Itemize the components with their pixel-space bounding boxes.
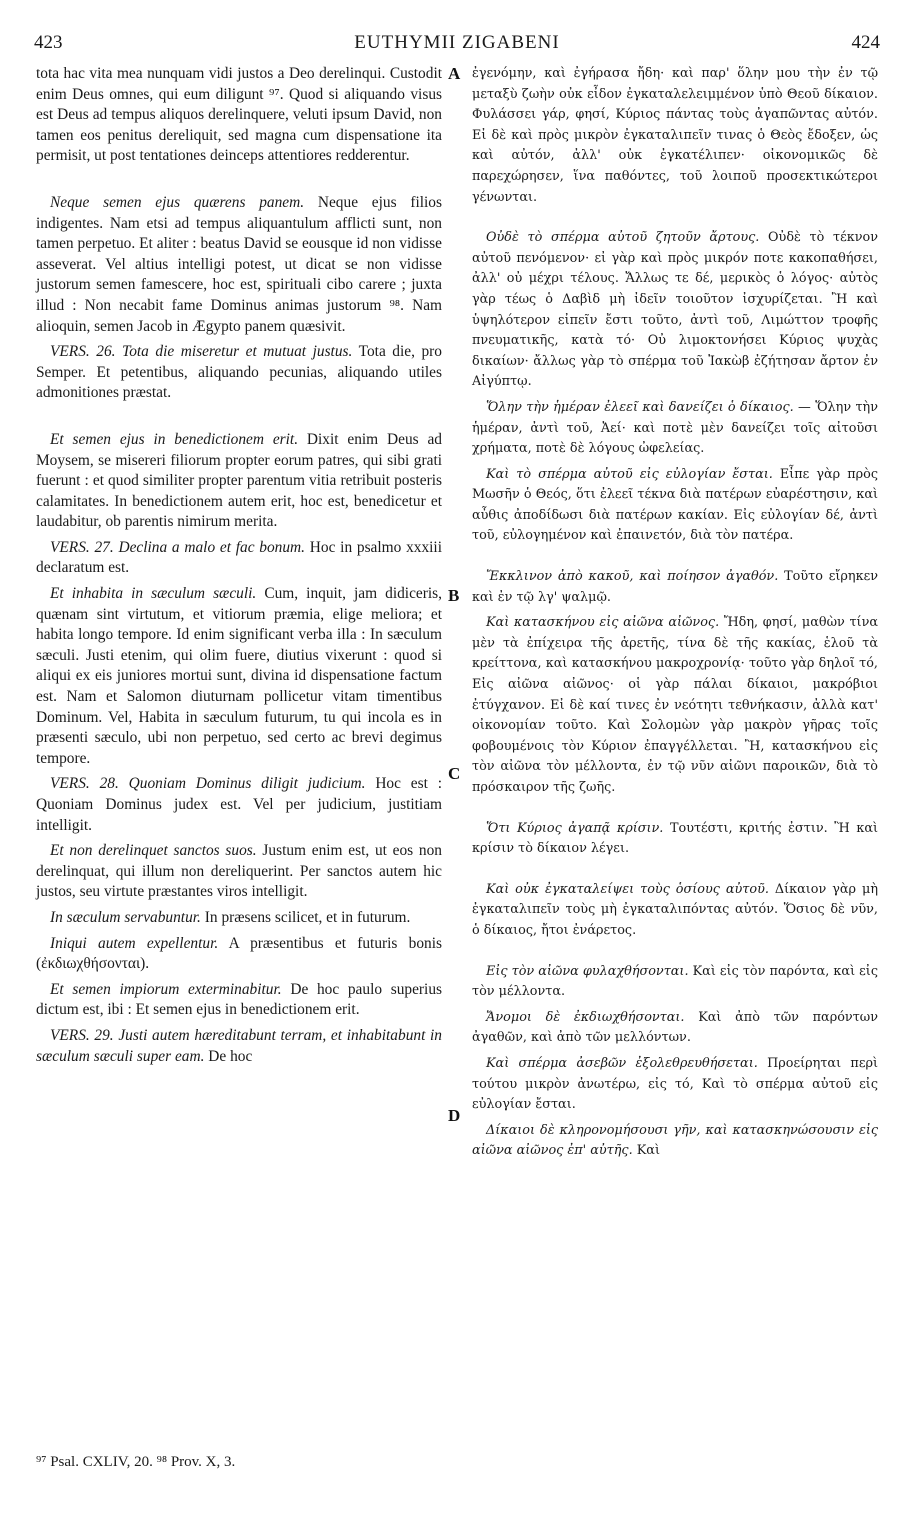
latin-paragraph: VERS. 29. Justi autem hæreditabunt terram, et inhabitabunt in sæculum sæculi super eam. De hoc [36, 1026, 442, 1065]
latin-paragraph: Iniqui autem expellentur. A præsentibus et futuris bonis (ἐκδιωχθήσονται). [36, 934, 442, 973]
latin-paragraph: Et semen impiorum exterminabitur. De hoc paulo superius dictum est, ibi : Et semen ejus in benedictionem erit. [36, 980, 443, 1019]
margin-marker-a: A [448, 64, 461, 83]
latin-paragraph: In sæculum servabuntur. In præsens scilicet, et in futurum. [50, 908, 411, 926]
greek-paragraph: Καὶ τὸ σπέρμα αὐτοῦ εἰς εὐλογίαν ἔσται. Εἶπε γὰρ πρὸς Μωσῆν ὁ Θεός, ὅτι ἐλεεῖ τέκνα διὰ πατέρων εὐαρέστησιν, καὶ αὖθις ἀποδίδωσι διὰ πατέρων κακίαν. Εἰς εὐλογίαν δέ, ἀντὶ τοῦ, εὐλογημένον καὶ ἐπαινετόν, διὰ τὸν πατέρα. [472, 466, 878, 544]
latin-paragraph: Neque semen ejus quærens panem. Neque ejus filios indigentes. Nam etsi ad tempus aliquantulum afflicti sunt, non tamen perpetuo. Et aliter : beatus David se eousque id non vidisse asseverat. Vel altius intelligi potest, ut dicat se non vidisse justorum semen famescere, hoc est, spirituali cibo carere ; juxta illud : Non necabit fame Dominus animas justorum ⁹⁸. Nam alioquin, semen Jacob in Ægypto panem quæsivit. [36, 193, 442, 335]
latin-paragraph: tota hac vita mea nunquam vidi justos a Deo derelinqui. Custodit enim Deus omnes, qui eum diligunt ⁹⁷. Quod si aliquando visus est Deus ad tempus aliquos derelinquere, veluti ipsum David, non tamen eos penitus dereliquit, sed magna cum dispensatione ita permisit, ut post tentationes deinceps attentiores redderentur. [36, 65, 442, 165]
greek-paragraph: ἐγενόμην, καὶ ἐγήρασα ἤδη· καὶ παρ' ὅλην μου τὴν ἐν τῷ μεταξὺ ζωὴν οὐκ εἶδον ἐγκαταλελειμμένον ὑπὸ Θεοῦ δίκαιον. Φυλάσσει γάρ, φησί, Κύριος πάντας τοὺς ἀγαπῶντας αὐτόν. Εἰ δὲ καὶ πρὸς μικρὸν ἐγκαταλιπεῖν τινας ὁ Θεὸς ἔδοξεν, ὡς καὶ αὐτόν, ἀλλ' οὐκ ἐγκατέλιπεν· οἰκονομικῶς δὲ παρεχώρησεν, ἵνα παθόντες, τοῦ λοιποῦ προσεκτικώτεροι γένωνται. [472, 66, 878, 205]
margin-marker-d: D [448, 1106, 461, 1125]
greek-paragraph: Καὶ σπέρμα ἀσεβῶν ἐξολεθρευθήσεται. Προείρηται περὶ τούτου μικρὸν ἀνωτέρω, εἰς τό, Καὶ τὸ σπέρμα αὐτοῦ εἰς εὐλογίαν ἔσται. [472, 1055, 878, 1113]
greek-paragraph: Καὶ κατασκήνου εἰς αἰῶνα αἰῶνος. Ἤδη, φησί, μαθὼν τίνα μὲν τὰ ἐπίχειρα τῆς ἀρετῆς, τίνα δὲ τῆς κακίας, ἑλοῦ τὰ κρείττονα, καὶ κατασκήνου μακροχρονίᾳ· τοῦτο γὰρ δηλοῖ τό, Εἰς αἰῶνα αἰῶνος· οἱ γὰρ πάλαι δίκαιοι, μακρόβιοι ἐτύγχανον. Εἰ δὲ καί τινες ἐν νεότητι τεθνήκασιν, ἀλλὰ κατ' οἰκονομίαν τοῦτο. Καὶ Σολομὼν γὰρ μακρὸν γῆρας τοῖς φοβουμένοις τὸν Κύριον ἐπαγγέλλεται. Ἢ, κατασκήνου εἰς τὸν αἰῶνα τὸν μέλλοντα, ἐν τῷ νῦν αἰῶνι παροικῶν, διὰ τὸ πρόσκαιρον τῆς ζωῆς. [472, 615, 878, 795]
greek-column [472, 64, 878, 1167]
latin-paragraph: VERS. 26. Tota die miseretur et mutuat justus. Tota die, pro Semper. Et petentibus, aliquando pecunias, aliquando utiles admonitiones præstat. [36, 343, 442, 402]
greek-paragraph: Ὅτι Κύριος ἀγαπᾷ κρίσιν. Τουτέστι, κριτής ἐστιν. Ἢ καὶ κρίσιν τὸ δίκαιον λέγει. [472, 820, 878, 857]
latin-paragraph: Et non derelinquet sanctos suos. Justum enim est, ut eos non derelinquat, qui illum non dereliquerint. Per sanctos autem hic justos, seu virtute præstantes viros intelligit. [36, 842, 442, 901]
margin-marker-b: B [448, 586, 460, 605]
latin-column [36, 64, 442, 1072]
running-title: EUTHYMII ZIGABENI [354, 32, 560, 53]
margin-marker-c: C [448, 764, 461, 783]
greek-paragraph: Ἔκκλινον ἀπὸ κακοῦ, καὶ ποίησον ἀγαθόν. Τοῦτο εἴρηκεν καὶ ἐν τῷ λγ' ψαλμῷ. [472, 569, 878, 605]
greek-paragraph: Ἄνομοι δὲ ἐκδιωχθήσονται. Καὶ ἀπὸ τῶν παρόντων ἀγαθῶν, καὶ ἀπὸ τῶν μελλόντων. [472, 1009, 878, 1046]
greek-paragraph: Καὶ οὐκ ἐγκαταλείψει τοὺς ὁσίους αὐτοῦ. Δίκαιον γὰρ μὴ ἐγκαταλιπεῖν τοὺς μὴ ἐγκαταλιπόντας αὐτόν. Ὅσιος δὲ νῦν, ὁ δίκαιος, ἤτοι ἐνάρετος. [472, 881, 878, 938]
greek-paragraph: Οὐδὲ τὸ σπέρμα αὐτοῦ ζητοῦν ἄρτους. Οὐδὲ τὸ τέκνον αὐτοῦ πενόμενον· εἰ γὰρ καὶ πρὸς μικρόν ποτε κακοπαθήσει, ἀλλ' οὐ μέχρι τέλους. Ἄλλως τε δέ, μερικὸς ὁ λόγος· αὐτὸς γὰρ τέως ὁ Δαβὶδ μὴ ἰδεῖν τοιοῦτον ἰσχυρίζεται. Ἢ καὶ ὑψηλότερον εἰπεῖν ἔστι τοῦτο, ἀντὶ τοῦ, Λιμώττον τροφῆς πνευματικῆς, κατὰ τό· Οὐ λιμοκτονήσει Κύριος ψυχὰς δικαίων· ἄλλως γὰρ τὸ σπέρμα τοῦ Ἰακὼβ ἐζήτησαν ἄρτον ἐν Αἰγύπτῳ. [472, 230, 878, 390]
page-number-left: 423 [34, 32, 63, 53]
greek-paragraph: Ὅλην τὴν ἡμέραν ἐλεεῖ καὶ δανείζει ὁ δίκαιος. — Ὅλην τὴν ἡμέραν, ἀντὶ τοῦ, Ἀεί· καὶ ποτὲ μὲν δανείζει τοῖς αἰτοῦσι χρήματα, ποτὲ δὲ λόγους ὠφελείας. [472, 399, 878, 457]
footnote: ⁹⁷ Psal. CXLIV, 20. ⁹⁸ Prov. X, 3. [36, 1454, 236, 1470]
latin-paragraph: VERS. 28. Quoniam Dominus diligit judicium. Hoc est : Quoniam Dominus judex est. Vel per judicium, justitiam intelligit. [36, 775, 442, 834]
greek-paragraph: Δίκαιοι δὲ κληρονομήσουσι γῆν, καὶ κατασκηνώσουσιν εἰς αἰῶνα αἰῶνος ἐπ' αὐτῆς. Καὶ [472, 1122, 878, 1159]
page-number-right: 424 [851, 32, 880, 53]
page-header [34, 32, 880, 58]
latin-paragraph: Et inhabita in sæculum sæculi. Cum, inquit, jam didiceris, quænam sint virtutum, et vitiorum præmia, elige meliora; et habita longo tempore. Id enim significant verba illa : In sæculum sæculi. Justi etenim, qui olim fuere, diutius vixerunt : quod si aliqui ex eis juniores mortui sunt, divina id dispensatione factum est. Nam et Salomon diuturnam pollicetur vitam timentibus Dominum. Vel, Habita in sæculum futurum, tu qui incola es in præsenti sæculo, ubi non perpetuo, sed certo ac brevi degimus tempore. [36, 585, 442, 767]
latin-paragraph: VERS. 27. Declina a malo et fac bonum. Hoc in psalmo xxxiii declaratum est. [36, 538, 442, 577]
latin-paragraph: Et semen ejus in benedictionem erit. Dixit enim Deus ad Moysem, se misereri filiorum propter eorum patres, qui sibi grati fuerunt : et quod similiter propter parentum vitia retribuit posteris calamitates. In benedictionem autem erit, hoc est, benedicetur et laudabitur, ob parentis nimirum merita. [36, 430, 442, 531]
greek-paragraph: Εἰς τὸν αἰῶνα φυλαχθήσονται. Καὶ εἰς τὸν παρόντα, καὶ εἰς τὸν μέλλοντα. [472, 963, 878, 1000]
